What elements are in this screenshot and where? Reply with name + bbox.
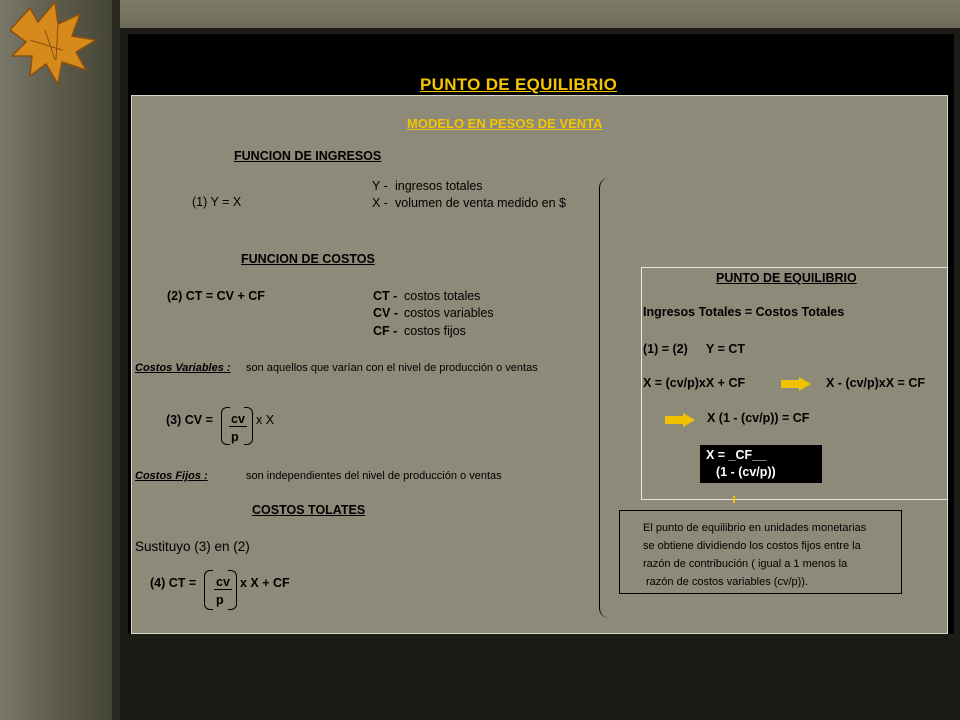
note-line4: razón de costos variables (cv/p)). bbox=[646, 576, 809, 588]
maple-leaf-icon bbox=[0, 0, 110, 90]
slide-title: PUNTO DE EQUILIBRIO bbox=[420, 75, 618, 94]
equilibrio-line3-b: X - (cv/p)xX = CF bbox=[826, 376, 925, 390]
left-decorative-bar bbox=[0, 0, 120, 720]
note-line1: El punto de equilibrio en unidades monetarias bbox=[643, 522, 867, 534]
equilibrio-line4: X (1 - (cv/p)) = CF bbox=[707, 411, 810, 425]
def-x-symbol: X - bbox=[372, 196, 388, 210]
page-number: 20 bbox=[918, 678, 937, 697]
variables-label: Costos Variables : bbox=[135, 362, 231, 374]
fijos-text: son independientes del nivel de producción o ventas bbox=[246, 470, 502, 482]
def-cv-symbol: CV - bbox=[373, 306, 398, 320]
ct-formula-left: (4) CT = bbox=[150, 576, 197, 590]
def-cf-symbol: CF - bbox=[373, 324, 398, 338]
def-x-text: volumen de venta medido en $ bbox=[395, 196, 566, 210]
def-ct-text: costos totales bbox=[404, 289, 481, 303]
top-decorative-strip bbox=[120, 0, 960, 28]
left-edge-divider bbox=[112, 0, 120, 720]
def-ct-symbol: CT - bbox=[373, 289, 398, 303]
arrow-right-icon bbox=[781, 377, 811, 391]
ingresos-heading: FUNCION DE INGRESOS bbox=[234, 149, 382, 163]
ct-denominator: p bbox=[216, 593, 224, 607]
equilibrio-line2-a: (1) = (2) bbox=[643, 342, 688, 356]
slide-subtitle: MODELO EN PESOS DE VENTA bbox=[407, 116, 603, 131]
ingresos-formula: (1) Y = X bbox=[192, 195, 242, 209]
ct-formula-right: x X + CF bbox=[240, 576, 290, 590]
variables-text: son aquellos que varían con el nivel de producción o ventas bbox=[246, 362, 538, 374]
ct-bracket-right bbox=[228, 570, 237, 610]
costos-formula: (2) CT = CV + CF bbox=[167, 289, 265, 303]
cv-bracket-right bbox=[244, 407, 253, 445]
equilibrio-line3-a: X = (cv/p)xX + CF bbox=[643, 376, 746, 390]
costos-heading: FUNCION DE COSTOS bbox=[241, 252, 375, 266]
fijos-label: Costos Fijos : bbox=[135, 470, 208, 482]
cv-formula-left: (3) CV = bbox=[166, 413, 213, 427]
cv-formula-right: x X bbox=[256, 413, 275, 427]
footer-author: Ec. Sebastián Ruiz bbox=[464, 678, 608, 697]
def-y-text: ingresos totales bbox=[395, 179, 483, 193]
ct-numerator: cv bbox=[216, 575, 230, 589]
def-y-symbol: Y - bbox=[372, 179, 388, 193]
equilibrio-line2-b: Y = CT bbox=[706, 342, 746, 356]
cv-denominator: p bbox=[231, 430, 239, 444]
note-line2: se obtiene dividiendo los costos fijos entre la bbox=[643, 540, 861, 552]
substitution-text: Sustituyo (3) en (2) bbox=[135, 539, 250, 554]
connector-mark bbox=[733, 496, 735, 503]
result-top: X = _CF__ bbox=[706, 448, 767, 462]
result-box bbox=[700, 445, 822, 483]
arrow-right-icon bbox=[665, 413, 695, 427]
equilibrio-heading: PUNTO DE EQUILIBRIO bbox=[716, 271, 857, 285]
note-line3: razón de contribución ( igual a 1 menos la bbox=[643, 558, 848, 570]
ct-bracket-left bbox=[204, 570, 213, 610]
def-cv-text: costos variables bbox=[404, 306, 494, 320]
def-cf-text: costos fijos bbox=[404, 324, 466, 338]
totales-heading: COSTOS TOLATES bbox=[252, 503, 366, 517]
cv-numerator: cv bbox=[231, 412, 245, 426]
result-bottom: (1 - (cv/p)) bbox=[716, 465, 776, 479]
equilibrio-line1: Ingresos Totales = Costos Totales bbox=[643, 305, 845, 319]
section-brace bbox=[599, 178, 614, 618]
